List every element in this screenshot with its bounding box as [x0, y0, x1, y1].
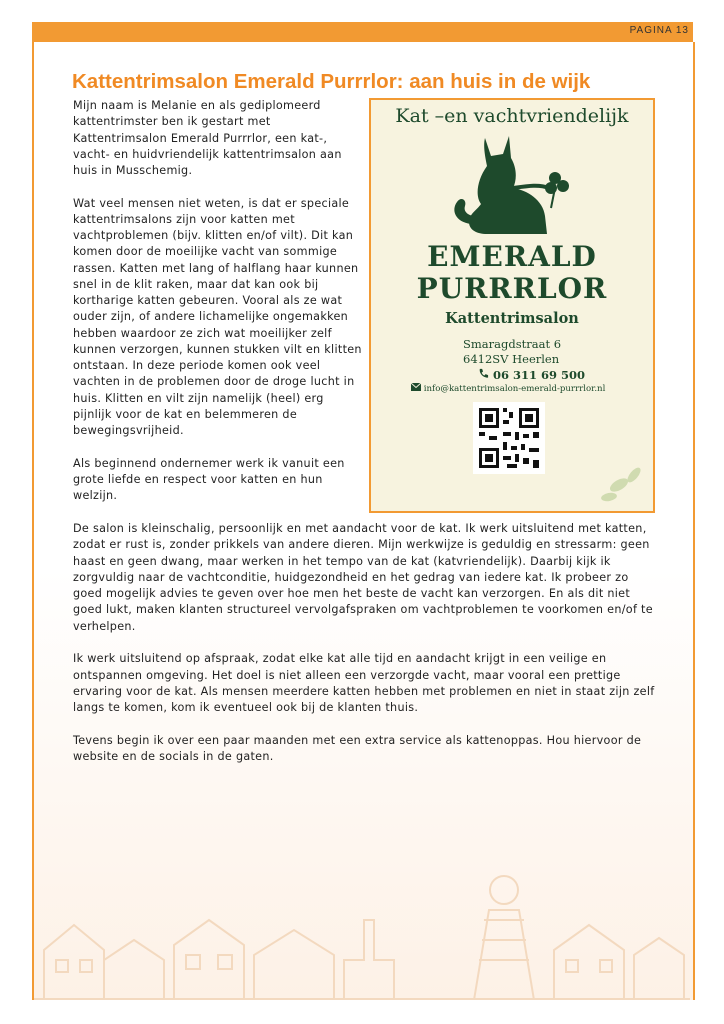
paragraph: Tevens begin ik over een paar maanden met een extra service als kattenoppas. Hou hiervoor de website en de socials in de gaten.: [73, 733, 642, 764]
paragraph: Wat veel mensen niet weten, is dat er speciale kattentrimsalons zijn voor katten met vachtproblemen (bijv. klitten en/of vilt). Dit kan komen door de moeilijke vacht van sommige rassen. Katten met lang of halflang haar kunnen snel in de klit raken, maar dat kan ook bij kortharige katten gebeuren. Vooral als ze wat ouder zijn, of andere lichamelijke ongemakken hebben waardoor ze zich wat moeilijker zelf kunnen verzorgen, kunnen stukken vilt en klitten ontstaan. In deze periode komen ook veel vachten in de problemen door de droge lucht in huis. Klitten en vilt zijn namelijk (heel) erg pijnlijk voor de kat en belemmeren de bewegingsvrijheid.: [73, 196, 362, 437]
article-body: [73, 521, 658, 782]
leaf-decoration-icon: [589, 455, 649, 505]
poster-street: Smaragdstraat 6: [463, 337, 562, 351]
poster-subtitle: Kattentrimsalon: [445, 310, 579, 327]
article-title: Kattentrimsalon Emerald Purrrlor: aan huis in de wijk: [72, 70, 591, 93]
poster-phone-number: 06 311 69 500: [493, 368, 586, 382]
paragraph: Ik werk uitsluitend op afspraak, zodat elke kat alle tijd en aandacht krijgt in een veilige en ontspannen omgeving. Het doel is niet alleen een verzorgde vacht, maar vooral een prettige ervaring voor de kat. Als mensen meerdere katten hebben met problemen en niet in staat zijn zelf langs te komen, kom ik eventueel ook bij de klanten thuis.: [73, 652, 655, 715]
salon-poster: [369, 98, 655, 513]
town-skyline-illustration: [34, 860, 690, 1000]
article-column: [73, 98, 363, 521]
poster-email: [411, 383, 605, 394]
page-number: PAGINA 13: [629, 25, 689, 36]
paragraph: De salon is kleinschalig, persoonlijk en met aandacht voor de kat. Ik werk uitsluitend met katten, zodat er rust is, zonder prikkels van andere dieren. Mijn werkwijze is geduldig en stressarm: geen haast en geen dwang, maar werken in het tempo van de kat (katvriendelijk). Daarbij kijk ik zorgvuldig naar de vachtconditie, huidgezondheid en het gedrag van iedere kat. Ik probeer zo goed mogelijk advies te geven over hoe men het beste de vacht kan verzorgen. En als dit niet goed lukt, maken klanten structureel vervolgafspraken om vachtproblemen te voorkomen en/of te verhelpen.: [73, 522, 653, 633]
poster-phone: [478, 368, 585, 382]
mail-icon: [411, 383, 421, 391]
phone-icon: [478, 368, 489, 379]
poster-city: 6412SV Heerlen: [463, 352, 560, 366]
poster-address: [463, 337, 561, 367]
paragraph: Mijn naam is Melanie en als gediplomeerd kattentrimster ben ik gestart met Kattentrimsalon Emerald Purrrlor, een kat-, vacht- en huidvriendelijk kattentrimsalon aan huis in Musschemig.: [73, 99, 342, 177]
poster-name-line2: PURRRLOR: [416, 272, 608, 305]
cat-logo-icon: [447, 130, 577, 238]
poster-name-line1: EMERALD: [427, 240, 597, 273]
poster-email-address: info@kattentrimsalon-emerald-purrrlor.nl: [423, 384, 606, 394]
top-bar: [32, 22, 693, 42]
paragraph: Als beginnend ondernemer werk ik vanuit een grote liefde en respect voor katten en hun welzijn.: [73, 456, 345, 502]
qr-code: [473, 402, 545, 474]
poster-headline: Kat –en vachtvriendelijk: [395, 105, 629, 127]
